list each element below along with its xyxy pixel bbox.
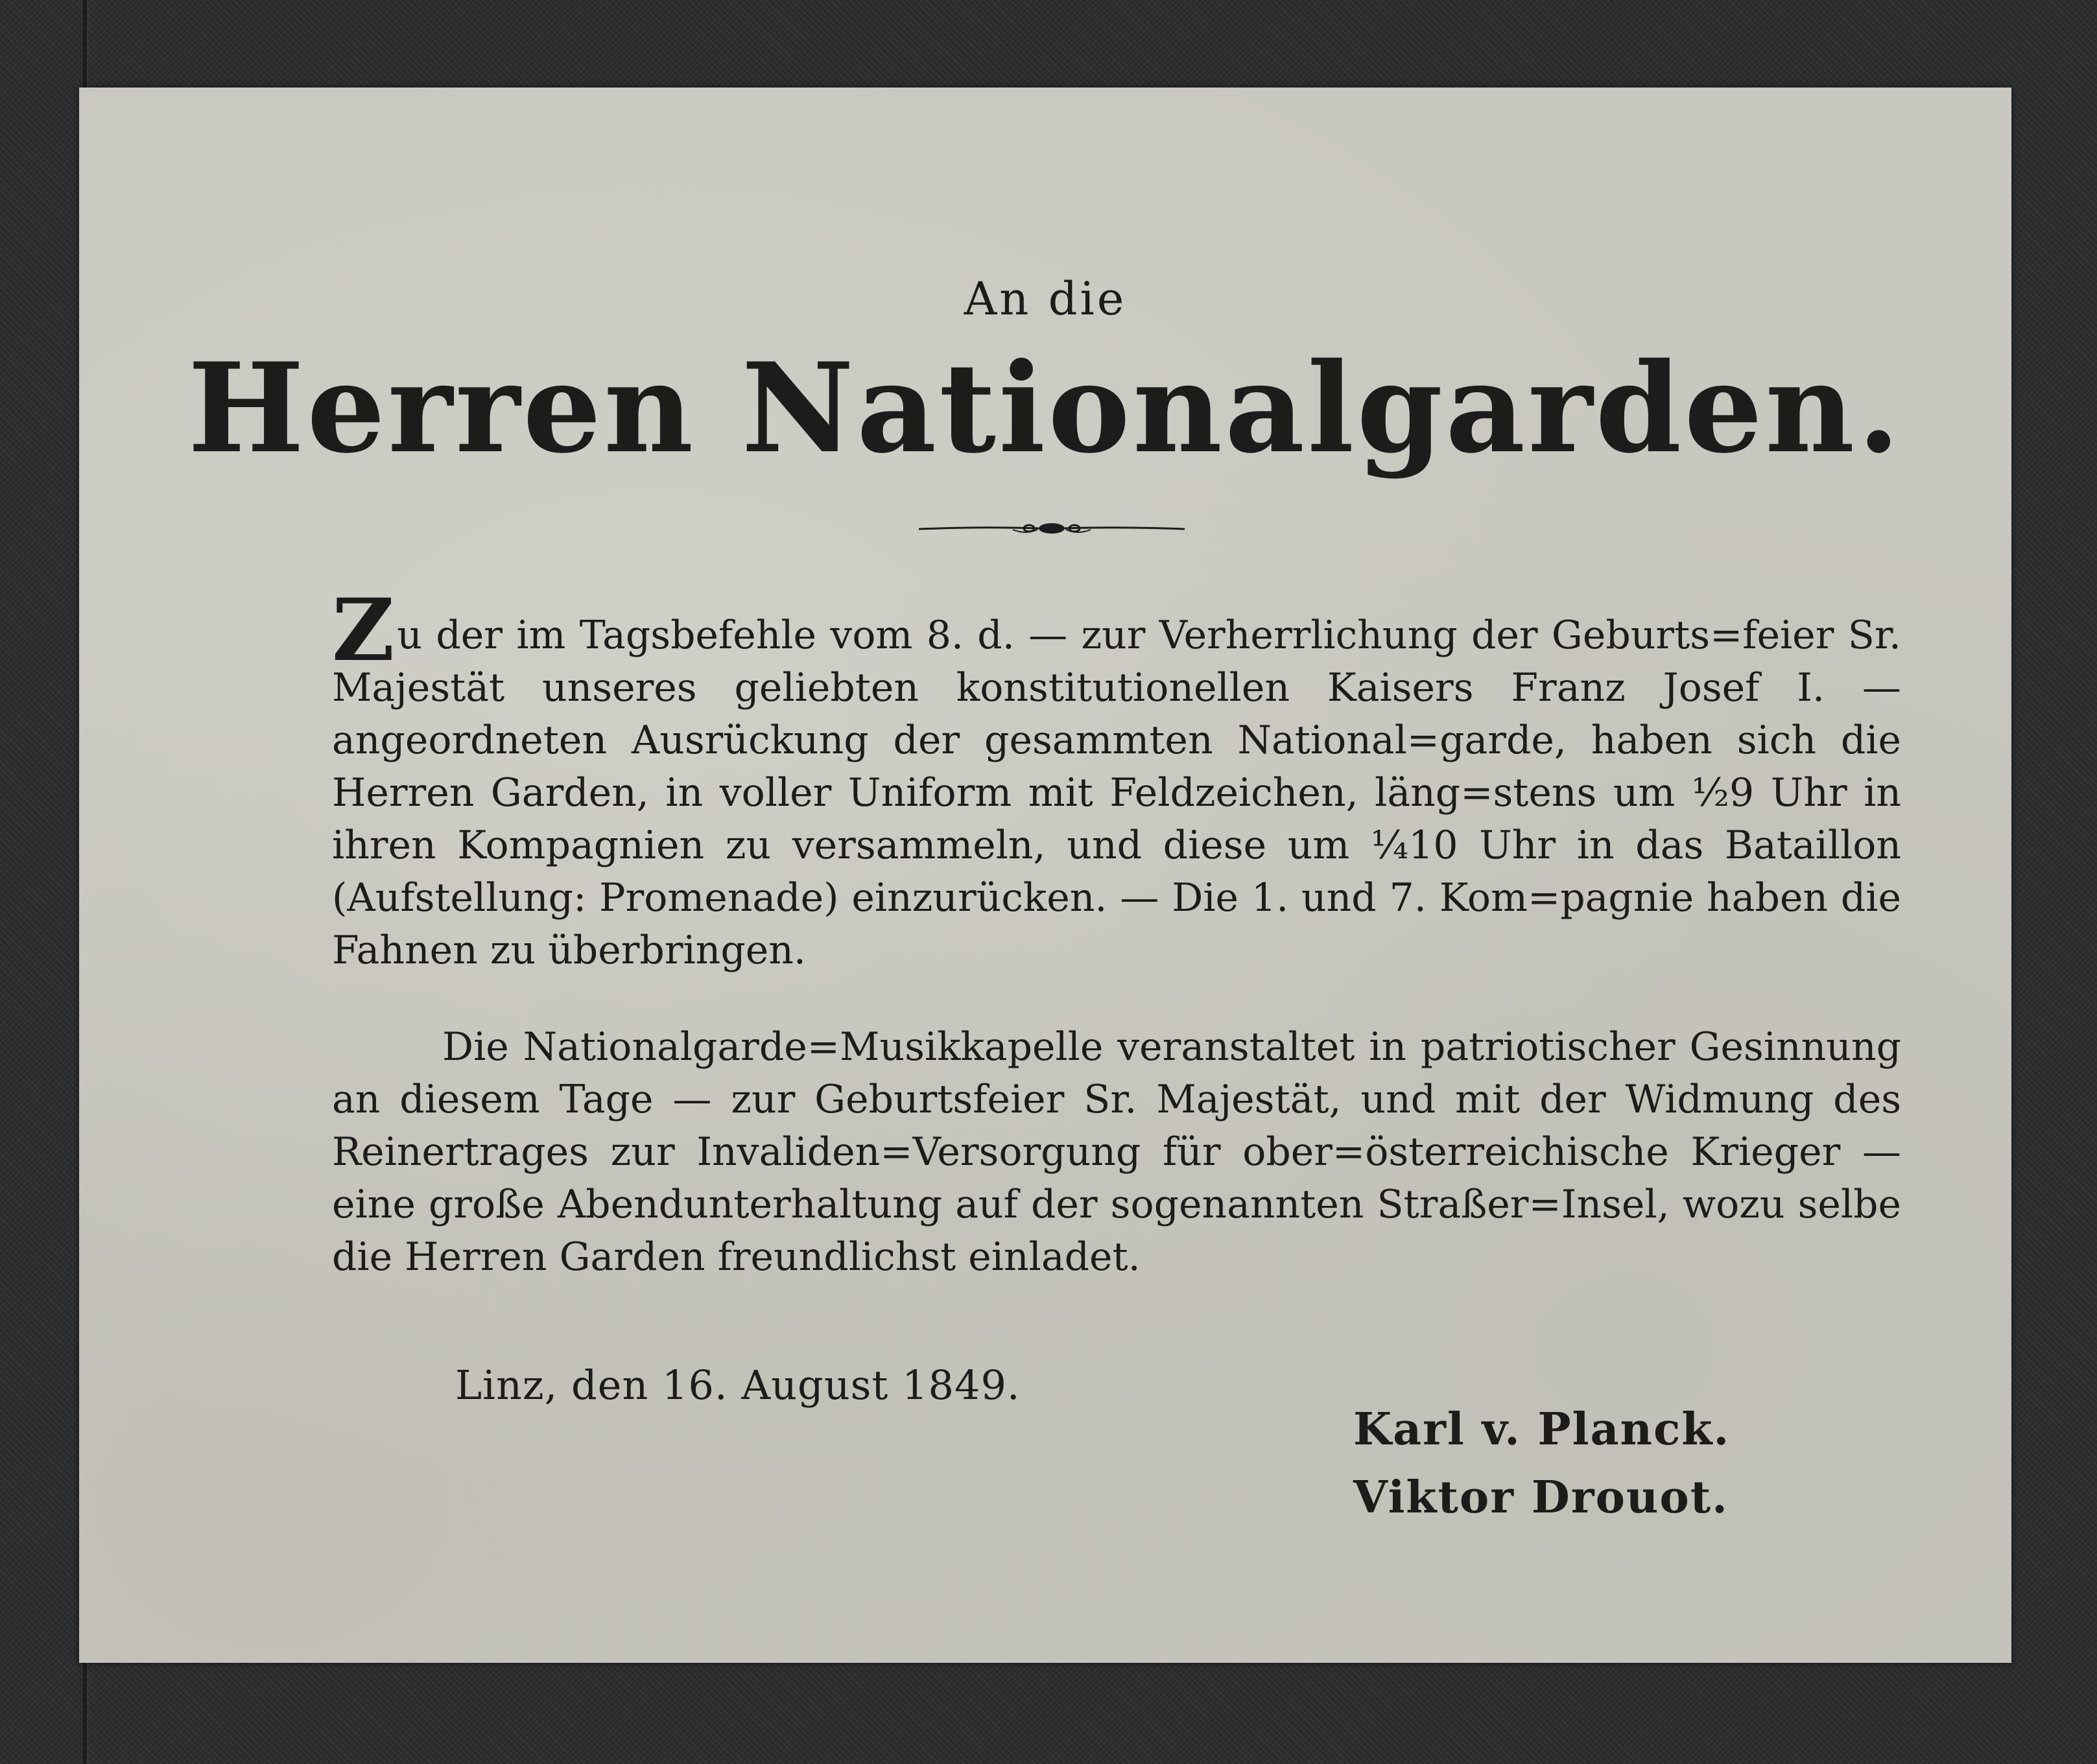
paragraph-evening-entertainment: Die Nationalgarde=Musikkapelle veranstaltet in patriotischer Gesinnung an diesem Tage — zur Geburtsfeier Sr. Majestät, und mit der Widmung des Reinertrages zur Invaliden=Versorgung für ober=österreichische Krieger — eine große Abendunterhaltung auf der sogenannten Straßer=Insel, wozu selbe die Herren Garden freundlichst einladet. — [332, 1024, 1901, 1280]
paragraph-assembly-order — [332, 580, 1901, 977]
signatory-planck: Karl v. Planck. — [1353, 1404, 1731, 1455]
drop-cap: Z — [332, 580, 395, 681]
salutation-small: An die — [964, 272, 1127, 325]
salutation-title: Herren Nationalgarden. — [187, 336, 1903, 480]
notice-sheet — [79, 88, 2011, 1663]
paragraph-assembly-text: u der im Tagsbefehle vom 8. d. — zur Verherrlichung der Geburts=feier Sr. Majestät unseres geliebten konstitutionellen Kaisers Franz Josef I. — angeordneten Ausrückung der gesammten National=garde, haben sich die Herren Garden, in voller Uniform mit Feldzeichen, läng=stens um ½9 Uhr in ihren Kompagnien zu versammeln, und diese um ¼10 Uhr in das Bataillon (Aufstellung: Promenade) einzurücken. — Die 1. und 7. Kom=pagnie haben die Fahnen zu überbringen. — [332, 613, 1901, 973]
place-date-line: Linz, den 16. August 1849. — [455, 1361, 1021, 1409]
signatory-drouot: Viktor Drouot. — [1353, 1472, 1729, 1523]
ornament-divider — [916, 515, 1188, 541]
